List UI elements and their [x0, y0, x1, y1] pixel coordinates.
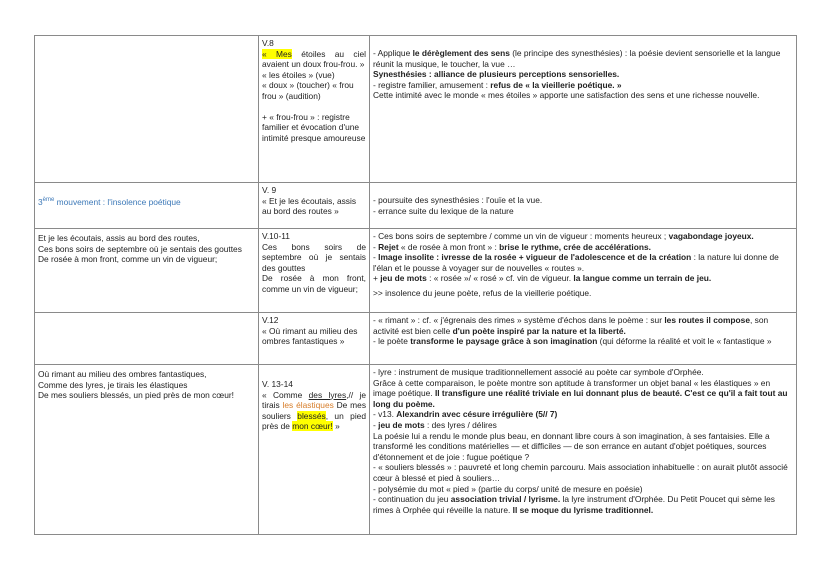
analysis-line: Cette intimité avec le monde « mes étoiles » apporte une satisfaction des sens et une richesse nouvelle. [373, 90, 760, 101]
analysis-line: Grâce à cette comparaison, le poète montre son aptitude à transformer un objet banal « les élastiques » en image poétique. Il transfigure une réalité triviale en lui donnant plus de beauté. C'est ce qu'il a fait tout au long du poème. [373, 377, 788, 409]
analysis-cell [370, 36, 797, 183]
poem-text-cell [35, 365, 259, 535]
verse-ref: V.8 [262, 38, 274, 48]
analysis-line: + jeu de mots : « rosée »/ « rosé » cf. vin de vigueur. la langue comme un terrain de jeu. [373, 273, 712, 284]
verse-quote: « Où rimant au milieu des ombres fantastiques » [262, 325, 358, 347]
verse-cell [259, 365, 370, 535]
verse-ref: V. 13-14 [262, 379, 293, 389]
analysis-line: - Applique le dérèglement des sens (le principe des synesthésies) : la poésie devient sensorielle et la langue réunit la musique, le toucher, la vue … [373, 48, 781, 69]
verse-quote: « Mes étoiles au ciel avaient un doux frou-frou. » [262, 48, 366, 70]
verse-quote: De rosée à mon front, comme un vin de vigueur; [262, 273, 366, 294]
verse-cell [259, 229, 370, 313]
poem-line: Où rimant au milieu des ombres fantastiques, [38, 369, 207, 379]
analysis-line: - le poète transforme le paysage grâce à son imagination (qui déforme la réalité et voit le « fantastique » [373, 336, 772, 347]
analysis-line: Synesthésies : alliance de plusieurs perceptions sensorielles. [373, 69, 620, 80]
verse-ref: V.10-11 [262, 231, 290, 241]
poem-text-cell [35, 229, 259, 313]
poem-line: Et je les écoutais, assis au bord des routes, [38, 233, 200, 243]
analysis-line: - lyre : instrument de musique traditionnellement associé au poète car symbole d'Orphée. [373, 367, 704, 377]
analysis-line: - « souliers blessés » : pauvreté et long chemin parcouru. Mais association inhabituelle : on aurait plutôt associé cœur à blessé et pied à souliers… [373, 462, 788, 483]
table-row [35, 183, 797, 229]
analysis-line: - polysémie du mot « pied » (partie du corps/ unité de mesure en poésie) [373, 483, 643, 494]
analysis-cell [370, 183, 797, 229]
table-row [35, 36, 797, 183]
verse-cell [259, 313, 370, 365]
analysis-cell [370, 313, 797, 365]
analysis-table [34, 35, 797, 535]
analysis-line: - errance suite du lexique de la nature [373, 205, 514, 216]
verse-ref: V.12 [262, 315, 279, 325]
analysis-line: La poésie lui a rendu le monde plus beau, en donnant libre cours à son imagination, à ses fantaisies. Elle a transformé les conditions matérielles — et difficiles — de son errance en autant d'objet poétiques, sources d'étonnement et de joie : fugue poétique ? [373, 430, 770, 462]
analysis-cell [370, 229, 797, 313]
analysis-cell [370, 365, 797, 535]
analysis-line: - continuation du jeu association trivial / lyrisme. la lyre instrument d'Orphée. Du Petit Poucet qui sème les rimes à Orphée qui réveille la nature. Il se moque du lyrisme traditionnel. [373, 494, 775, 515]
poem-text-cell [35, 36, 259, 183]
analysis-line: - « rimant » : cf. « j'égrenais des rimes » système d'échos dans le poème : sur les routes il compose, son activité est bien celle d'un poète inspiré par la nature et la liberté. [373, 315, 769, 336]
analysis-line: - Image insolite : ivresse de la rosée + vigueur de l'adolescence et de la création : la nature lui donne de l'élan et le pousse à voyager sur de nouvelles « routes ». [373, 252, 779, 273]
movement-title-cell [35, 183, 259, 229]
sense-item: « doux » (toucher) « frou frou » (audition) [262, 80, 354, 101]
analysis-line: - jeu de mots : des lyres / délires [373, 419, 497, 430]
analysis-line: - registre familier, amusement : refus de « la vieillerie poétique. » [373, 79, 622, 90]
verse-quote: Ces bons soirs de septembre où je sentais des gouttes [262, 241, 366, 273]
verse-cell [259, 183, 370, 229]
poem-line: Ces bons soirs de septembre où je sentais des gouttes [38, 243, 242, 254]
analysis-line: >> insolence du jeune poète, refus de la vieillerie poétique. [373, 287, 592, 298]
table-row [35, 229, 797, 313]
verse-ref: V. 9 [262, 185, 277, 195]
analysis-line: - Ces bons soirs de septembre / comme un vin de vigueur : moments heureux ; vagabondage joyeux. [373, 231, 754, 241]
verse-quote: « Et je les écoutais, assis au bord des routes » [262, 195, 357, 217]
table-row [35, 313, 797, 365]
movement-title: 3ème mouvement : l'insolence poétique [38, 196, 181, 207]
verse-cell [259, 36, 370, 183]
verse-note: + « frou-frou » : registre familier et évocation d'une intimité presque amoureuse [262, 111, 366, 143]
table-row [35, 365, 797, 535]
analysis-line: - v13. Alexandrin avec césure irrégulière (5// 7) [373, 409, 558, 420]
analysis-line: - poursuite des synesthésies : l'ouïe et la vue. [373, 195, 543, 205]
analysis-line: - Rejet « de rosée à mon front » : brise le rythme, crée de accélérations. [373, 241, 651, 252]
poem-text-cell [35, 313, 259, 365]
poem-line: De mes souliers blessés, un pied près de mon cœur! [38, 390, 234, 401]
sense-item: « les étoiles » (vue) [262, 69, 335, 80]
verse-quote: « Comme des lyres,// je tirais les élastiques De mes souliers blessés, un pied près de mon cœur! » [262, 389, 367, 432]
poem-line: De rosée à mon front, comme un vin de vigueur; [38, 254, 218, 265]
poem-line: Comme des lyres, je tirais les élastiques [38, 379, 188, 390]
